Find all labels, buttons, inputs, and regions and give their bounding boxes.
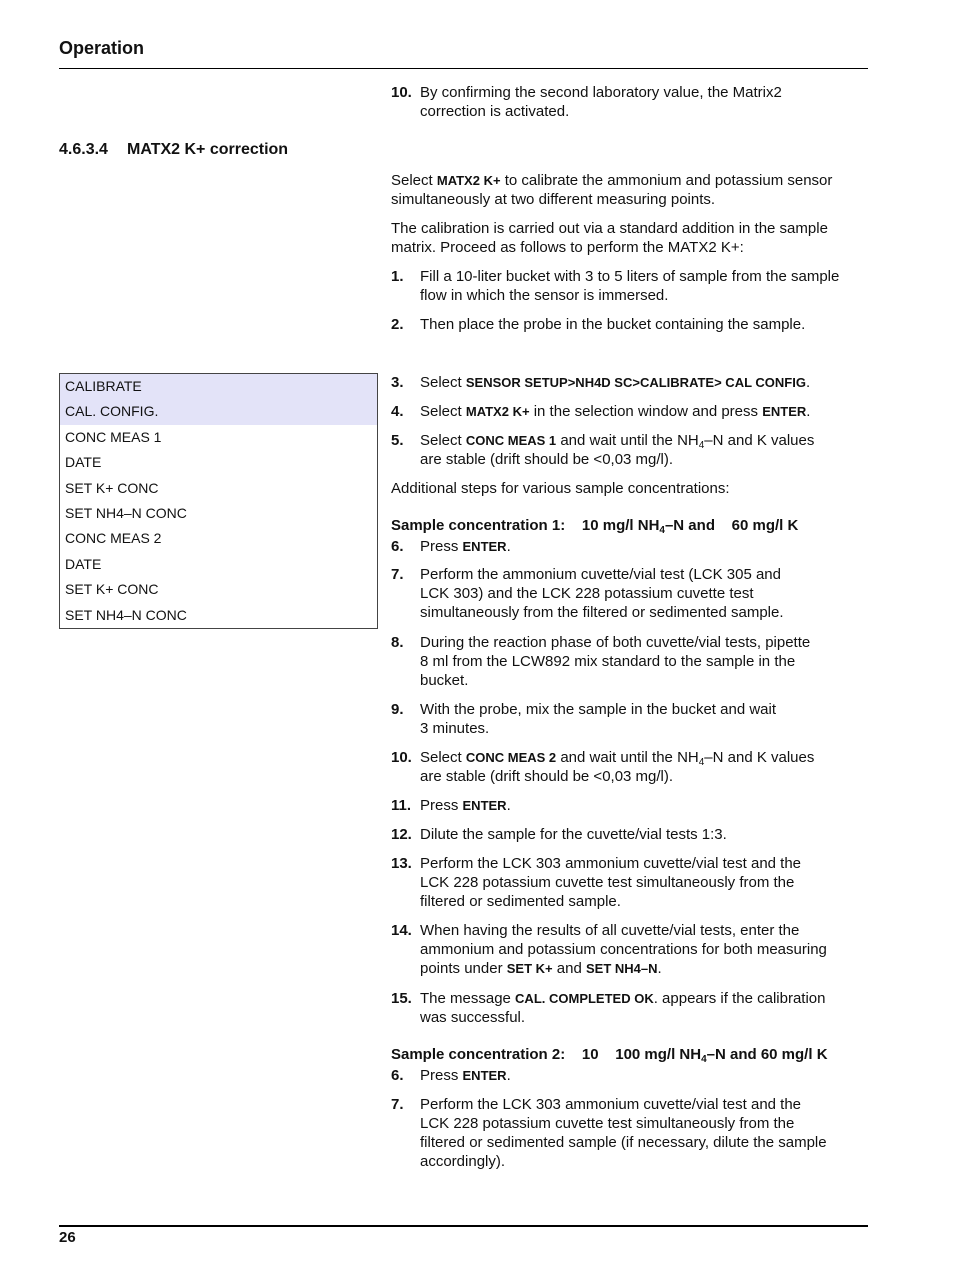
text: in the selection window and press — [529, 403, 763, 420]
step-text-line: Dilute the sample for the cuvette/vial tests 1:3. — [420, 826, 727, 843]
text: . — [805, 374, 811, 391]
step-text-line: During the reaction phase of both cuvette/vial tests, pipette — [420, 634, 811, 651]
c2-step-7 — [391, 1095, 871, 1171]
step-text-line: Perform the LCK 303 ammonium cuvette/vial test and the — [420, 855, 802, 872]
step-number: 9. — [391, 701, 404, 718]
c1-step-6 — [391, 537, 871, 556]
menu-term: SET K+ — [506, 961, 553, 976]
text: Press — [420, 538, 463, 555]
step-number: 6. — [391, 538, 404, 555]
step-text-line: are stable (drift should be <0,03 mg/l). — [420, 451, 674, 468]
step-text-line: 8 ml from the LCW892 mix standard to the sample in the — [420, 653, 796, 670]
step-number: 10. — [391, 749, 412, 766]
text: The calibration is carried out via a standard addition in the sample — [391, 220, 828, 237]
text: Press — [420, 1067, 463, 1084]
text: and wait until the NH — [556, 432, 699, 449]
text: Select — [420, 374, 466, 391]
text: Sample concentration 1: 10 mg/l NH — [391, 517, 660, 534]
step-text-line: filtered or sedimented sample (if necessary, dilute the sample — [420, 1134, 827, 1151]
step-text-line: Perform the ammonium cuvette/vial test (LCK 305 and — [420, 566, 781, 583]
intro-paragraph-1 — [391, 171, 871, 209]
c2-step-6 — [391, 1066, 871, 1085]
c1-step-13 — [391, 854, 871, 911]
footer-rule — [59, 1225, 868, 1227]
step-text-line: 3 minutes. — [420, 720, 490, 737]
menu-item-conc-meas-1: CONC MEAS 1 — [65, 428, 162, 445]
c1-step-12 — [391, 825, 871, 844]
text: Press — [420, 797, 463, 814]
step-text-line: When having the results of all cuvette/vial tests, enter the — [420, 922, 800, 939]
c1-step-10 — [391, 748, 871, 786]
c1-step-9 — [391, 700, 871, 738]
menu-term: ENTER — [762, 404, 807, 419]
text: and wait until the NH — [556, 749, 699, 766]
intro-paragraph-2 — [391, 219, 871, 257]
text: . — [506, 538, 511, 555]
step-text-line: are stable (drift should be <0,03 mg/l). — [420, 768, 674, 785]
c1-step-15 — [391, 989, 871, 1027]
menu-item-conc-meas-2: CONC MEAS 2 — [65, 530, 162, 547]
step-number: 11. — [391, 797, 412, 814]
step-number: 13. — [391, 855, 412, 872]
menu-term: ENTER — [462, 1068, 507, 1083]
menu-item-set-nh4-n-conc: SET NH4–N CONC — [65, 504, 187, 521]
menu-item-set-k-conc: SET K+ CONC — [65, 479, 159, 496]
text: –N and K values — [704, 749, 815, 766]
menu-term: ENTER — [462, 539, 507, 554]
menu-item-cal-config: CAL. CONFIG. — [60, 399, 377, 424]
step-text-line: LCK 228 potassium cuvette test simultaneously from the — [420, 874, 795, 891]
step-5 — [391, 431, 871, 469]
c1-step-8 — [391, 633, 871, 690]
step-text-line: simultaneously from the filtered or sedimented sample. — [420, 604, 784, 621]
step-number: 4. — [391, 403, 404, 420]
subscript: 4 — [698, 757, 705, 768]
step-2 — [391, 315, 871, 334]
step-number: 15. — [391, 990, 412, 1007]
subscript: 4 — [698, 440, 705, 451]
text: points under — [420, 960, 507, 977]
text: –N and K values — [704, 432, 815, 449]
text: –N and 60 mg/l K — [706, 1046, 828, 1063]
step-text-line: LCK 228 potassium cuvette test simultaneously from the — [420, 1115, 795, 1132]
menu-item-date: DATE — [65, 454, 102, 471]
step-number: 14. — [391, 922, 412, 939]
step-number: 8. — [391, 634, 404, 651]
text: . appears if the calibration — [653, 990, 826, 1007]
text: simultaneously at two different measuring points. — [391, 191, 716, 208]
step-number: 2. — [391, 316, 404, 333]
section-heading — [59, 141, 288, 159]
text: to calibrate the ammonium and potassium sensor — [500, 172, 833, 189]
text: . — [806, 403, 811, 420]
step-1 — [391, 267, 871, 305]
step-text-line: By confirming the second laboratory value, the Matrix2 — [420, 84, 782, 101]
step-10-top — [391, 83, 871, 121]
step-number: 12. — [391, 826, 412, 843]
step-text-line: Fill a 10-liter bucket with 3 to 5 liters of sample from the sample — [420, 268, 840, 285]
step-number: 10. — [391, 84, 412, 101]
text: and — [552, 960, 586, 977]
c1-step-11 — [391, 796, 871, 815]
step-number: 1. — [391, 268, 404, 285]
menu-term: ENTER — [462, 798, 507, 813]
c1-step-14 — [391, 921, 871, 978]
text: Select — [391, 172, 437, 189]
step-number: 3. — [391, 374, 404, 391]
step-text-line: ammonium and potassium concentrations for both measuring — [420, 941, 827, 958]
menu-term: SET NH4–N — [585, 961, 658, 976]
step-3 — [391, 373, 871, 392]
step-text-line: With the probe, mix the sample in the bucket and wait — [420, 701, 777, 718]
step-text-line: bucket. — [420, 672, 469, 689]
section-number: 4.6.3.4 — [59, 141, 108, 158]
step-number: 6. — [391, 1067, 404, 1084]
text: . — [657, 960, 662, 977]
subheading-concentration-1 — [391, 517, 798, 534]
step-text-line: accordingly). — [420, 1153, 506, 1170]
subscript: 4 — [659, 525, 665, 536]
text: Select — [420, 432, 466, 449]
menu-item-calibrate: CALIBRATE — [60, 374, 377, 399]
text: –N and 60 mg/l K — [664, 517, 799, 534]
step-number: 5. — [391, 432, 404, 449]
text: . — [506, 797, 511, 814]
step-text-line: LCK 303) and the LCK 228 potassium cuvette test — [420, 585, 754, 602]
menu-term: MATX2 K+ — [436, 173, 501, 188]
text: Select — [420, 749, 466, 766]
menu-term: CONC MEAS 2 — [465, 750, 557, 765]
subheading-concentration-2 — [391, 1046, 828, 1063]
subscript: 4 — [701, 1054, 707, 1065]
step-text-line: flow in which the sensor is immersed. — [420, 287, 669, 304]
text: The message — [420, 990, 516, 1007]
menu-term: CAL. COMPLETED OK — [515, 991, 654, 1006]
c1-step-7 — [391, 565, 871, 622]
step-number: 7. — [391, 1096, 404, 1113]
menu-item-set-nh4-n-conc: SET NH4–N CONC — [65, 606, 187, 623]
page-number: 26 — [59, 1229, 76, 1246]
text: Select — [420, 403, 466, 420]
menu-item-date: DATE — [65, 555, 102, 572]
menu-item-set-k-conc: SET K+ CONC — [65, 581, 159, 598]
step-text-line: filtered or sedimented sample. — [420, 893, 621, 910]
text: . — [506, 1067, 511, 1084]
section-title: MATX2 K+ correction — [127, 141, 289, 158]
text: matrix. Proceed as follows to perform the MATX2 K+: — [391, 239, 744, 256]
menu-path: SENSOR SETUP>NH4D SC>CALIBRATE> CAL CONFIG — [465, 375, 806, 390]
page-header-title: Operation — [59, 38, 145, 58]
menu-term: MATX2 K+ — [465, 404, 530, 419]
calibrate-menu — [59, 373, 378, 629]
text: Sample concentration 2: 10 100 mg/l NH — [391, 1046, 702, 1063]
step-4 — [391, 402, 871, 421]
step-text-line: correction is activated. — [420, 103, 570, 120]
additional-steps-note: Additional steps for various sample concentrations: — [391, 480, 730, 497]
step-text-line: Then place the probe in the bucket containing the sample. — [420, 316, 806, 333]
menu-term: CONC MEAS 1 — [465, 433, 557, 448]
step-number: 7. — [391, 566, 404, 583]
step-text-line: was successful. — [420, 1009, 526, 1026]
step-text-line: Perform the LCK 303 ammonium cuvette/vial test and the — [420, 1096, 802, 1113]
header-rule — [59, 68, 868, 69]
